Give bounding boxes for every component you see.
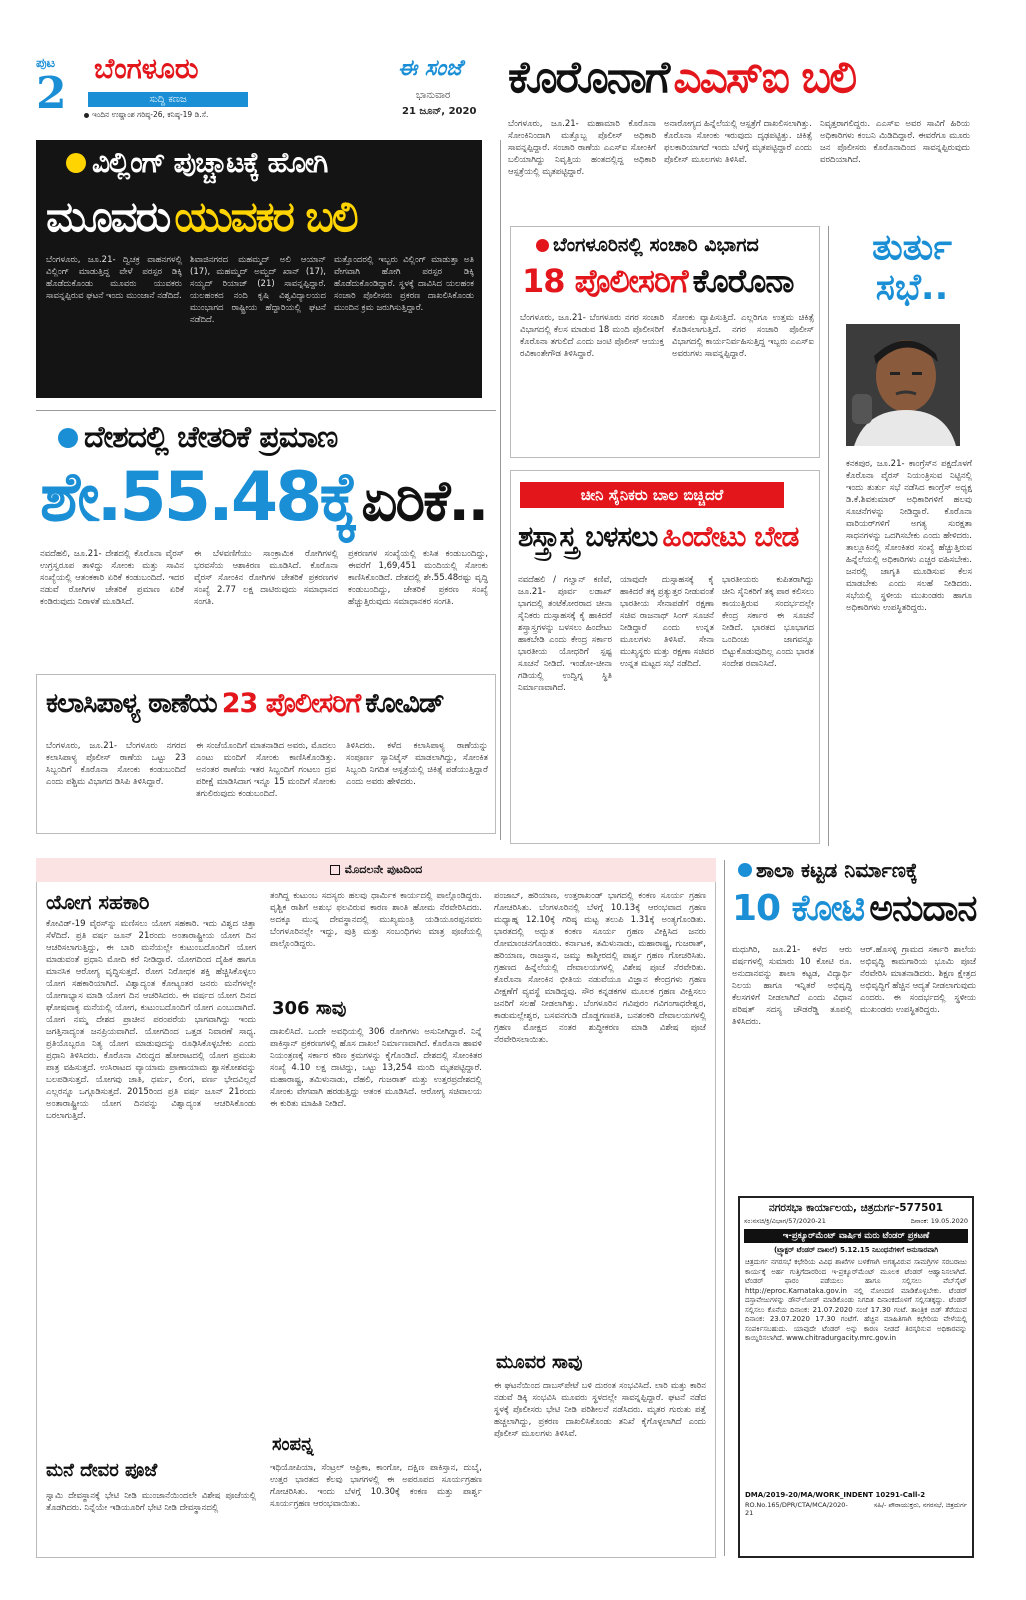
tender-notice (738, 1196, 974, 1558)
school-headline-1: ಶಾಲಾ ಕಟ್ಟಡ ನಿರ್ಮಾಣಕ್ಕೆ (738, 858, 918, 882)
yoga-heading: ಯೋಗ ಸಹಕಾರಿ (46, 890, 150, 914)
deaths-text: ದಾಖಲಿಸಿದೆ. ಒಂದೇ ಅವಧಿಯಲ್ಲಿ 306 ರೋಗಿಗಳು ಅಸುನೀಗಿದ್ದಾರೆ. ನಿನ್ನೆ ಪಾಕಿಸ್ತಾನ್ ಪ್ರಕರಣಗಳಲ್ಲಿ ಹೊಸ ದಾಖಲೆ ನಿರ್ಮಾಣವಾಗಿದೆ. ಕೊರೊನಾ ಹಾವಳಿ ನಿಯಂತ್ರಣಕ್ಕೆ ಸರ್ಕಾರ ಕಠಿಣ ಕ್ರಮಗಳನ್ನು ಕೈಗೊಂಡಿದೆ. ದೇಶದಲ್ಲಿ ಸೋಂಕಿತರ ಸಂಖ್ಯೆ 4.10 ಲಕ್ಷ ದಾಟಿದ್ದು, ಒಟ್ಟು 13,254 ಮಂದಿ ಮೃತಪಟ್ಟಿದ್ದಾರೆ. ಮಹಾರಾಷ್ಟ್ರ, ತಮಿಳುನಾಡು, ದೆಹಲಿ, ಗುಜರಾತ್ ಮತ್ತು ಉತ್ತರಪ್ರದೇಶದಲ್ಲಿ ಸೋಂಕು ವೇಗವಾಗಿ ಹರಡುತ್ತಿದ್ದು ಆತಂಕ ಮೂಡಿಸಿದೆ. ಆರೋಗ್ಯ ಸಚಿವಾಲಯ ಈ ಕುರಿತು ಮಾಹಿತಿ ನೀಡಿದೆ. (270, 1027, 482, 1109)
section-sub: ಸುದ್ದಿ ಕಣಜ (88, 92, 248, 107)
lead-col-2: ಅನಾರೋಗ್ಯದ ಹಿನ್ನೆಲೆಯಲ್ಲಿ ಆಸ್ಪತ್ರೆಗೆ ದಾಖಲಿಸಲಾಗಿತ್ತು. ಕೊರೊನಾ ಸೋಂಕು ಇರುವುದು ದೃಢಪಟ್ಟಿತ್ತು. ಚಿಕಿತ್ಸೆ ಫಲಕಾರಿಯಾಗದೆ ಇಂದು ಬೆಳಗ್ಗೆ ಮೃತಪಟ್ಟಿದ್ದಾರೆ ಎಂದು ಪೊಲೀಸ್ ಮೂಲಗಳು ತಿಳಿಸಿವೆ. (664, 119, 812, 165)
china-col-1: ನವದೆಹಲಿ / ಗಲ್ವಾನ್ ಕಣಿವೆ, ಜೂ.21- ಪೂರ್ವ ಲಡಾಖ್ ಭಾಗದಲ್ಲಿ ತಂಟೆಕೋರರಾದ ಚೀನಾ ಸೈನಿಕರು ದುಸ್ಸಾಹಸಕ್ಕೆ ಕೈ ಹಾಕಿದರೆ ಶಸ್ತ್ರಾಸ್ತ್ರಗಳನ್ನು ಬಳಸಲು ಹಿಂದೇಟು ಹಾಕಬೇಡಿ ಎಂದು ಕೇಂದ್ರ ಸರ್ಕಾರ ಭಾರತೀಯ ಯೋಧರಿಗೆ ಸ್ಪಷ್ಟ ಸೂಚನೆ ನೀಡಿದೆ. ಇಂಡೋ-ಚೀನಾ ಗಡಿಯಲ್ಲಿ ಉದ್ವಿಗ್ನ ಸ್ಥಿತಿ ನಿರ್ಮಾಣವಾಗಿದೆ. (518, 575, 612, 693)
tender-subtitle: (ಟ್ರ್ಯಾಕ್ಟರ್ ಟೆಂಡರ್ ದಾಖಲೆ) 5.12.15 ನಿಬಂಧನೆಗಳಿಗೆ ಅನುಸಾರವಾಗಿ (773, 1246, 939, 1254)
continued-col-2-top: ತಂಗಿದ್ದ ಕುಟುಂಬ ಸದಸ್ಯರು ಹಲವು ಧಾರ್ಮಿಕ ಕಾರ್ಯದಲ್ಲಿ ಪಾಲ್ಗೊಂಡಿದ್ದರು. ವೃಶ್ಚಿಕ ರಾಶಿಗೆ ಅಶುಭ ಫಲವಿರುವ ಕಾರಣ ಶಾಂತಿ ಹೋಮ ನೆರವೇರಿಸಿದರು. ಅದಕ್ಕೂ ಮುನ್ನ ದೇವಸ್ಥಾನದಲ್ಲಿ ಮುಖ್ಯಮಂತ್ರಿ ಯಡಿಯೂರಪ್ಪನವರು ಬೆಂಗಳೂರಿನಲ್ಲೇ ಇದ್ದು, ಪುತ್ರಿ ಮತ್ತು ಸಂಬಂಧಿಗಳು ಮಾತ್ರ ಪೂಜೆಯಲ್ಲಿ ಪಾಲ್ಗೊಂಡಿದ್ದರು. (270, 891, 482, 949)
page-word: ಪುಟ (36, 56, 56, 71)
china-col-3: ಭಾರತೀಯರು ಕುಪಿತರಾಗಿದ್ದು ಚೀನಿ ಸೈನಿಕರಿಗೆ ತಕ್ಕ ಪಾಠ ಕಲಿಸಲು ಕಾಯುತ್ತಿರುವ ಸಂದರ್ಭದಲ್ಲೇ ಕೇಂದ್ರ ಸರ್ಕಾರ ಈ ಸೂಚನೆ ನೀಡಿದೆ. ಭಾರತದ ಭೂಭಾಗದ ಒಂದಿಂಚು ಜಾಗವನ್ನೂ ಬಿಟ್ಟುಕೊಡುವುದಿಲ್ಲ ಎಂದು ಭಾರತ ಸಂದೇಶ ರವಾನಿಸಿದೆ. (722, 575, 814, 669)
portrait-svg (846, 324, 960, 446)
day-label: ಭಾನುವಾರ (416, 90, 451, 101)
continued-banner: ಮೊದಲನೇ ಪುಟದಿಂದ (36, 858, 716, 882)
bullet-dot-icon (66, 153, 86, 173)
school-col-2: ಆರ್.ಹೊಸಳ್ಳಿ ಗ್ರಾಮದ ಸರ್ಕಾರಿ ಶಾಲೆಯ ಅಭಿವೃದ್ಧಿ ಕಾಮಗಾರಿಯ ಭೂಮಿ ಪೂಜೆ ನೆರವೇರಿಸಿ ಮಾತನಾಡಿದರು. ಶಿಕ್ಷಣ ಕ್ಷೇತ್ರದ ಅಭಿವೃದ್ಧಿಗೆ ಹೆಚ್ಚಿನ ಆದ್ಯತೆ ನೀಡಲಾಗುವುದು ಎಂದರು. ಈ ಸಂದರ್ಭದಲ್ಲಿ ಸ್ಥಳೀಯ ಮುಖಂಡರು ಉಪಸ್ಥಿತರಿದ್ದರು. (860, 945, 976, 1015)
wheeling-headline-1: ವಿಲ್ಲಿಂಗ್ ಪುಚ್ಚಾಟಕ್ಕೆ ಹೋಗಿ (66, 146, 327, 180)
column-divider (828, 226, 829, 846)
school-headline-2: 10 ಕೋಟಿ ಅನುದಾನ (732, 888, 977, 929)
yoga-text: ಕೋವಿಡ್-19 ವೈರಸ್‌ನ್ನು ಮಣಿಸಲು ಯೋಗ ಸಹಕಾರಿ. ಇದು ವಿಶ್ವದ ಚಿತ್ತಾ ಸೆಳೆದಿದೆ. ಪ್ರತಿ ವರ್ಷ ಜೂನ್ 21ರಂದು ಅಂತಾರಾಷ್ಟ್ರೀಯ ಯೋಗ ದಿನ ಆಚರಿಸಲಾಗುತ್ತಿದ್ದು, ಈ ಬಾರಿ ಮನೆಯಲ್ಲೇ ಕುಟುಂಬದೊಂದಿಗೆ ಯೋಗ ಮಾಡುವಂತೆ ಪ್ರಧಾನಿ ಮೋದಿ ಕರೆ ನೀಡಿದ್ದಾರೆ. ಯೋಗದಿಂದ ದೈಹಿಕ ಹಾಗೂ ಮಾನಸಿಕ ಆರೋಗ್ಯ ವೃದ್ಧಿಸುತ್ತದೆ. ರೋಗ ನಿರೋಧಕ ಶಕ್ತಿ ಹೆಚ್ಚಿಸಿಕೊಳ್ಳಲು ಯೋಗ ಸಹಕಾರಿಯಾಗಿದೆ. ವಿಶ್ವಾದ್ಯಂತ ಕೋಟ್ಯಂತರ ಜನರು ಮನೆಗಳಲ್ಲೇ ಯೋಗಾಭ್ಯಾಸ ಮಾಡಿ ಯೋಗ ದಿನ ಆಚರಿಸಿದರು. ಈ ವರ್ಷದ ಯೋಗ ದಿನದ ಘೋಷವಾಕ್ಯ ಮನೆಯಲ್ಲಿ ಯೋಗ, ಕುಟುಂಬದೊಂದಿಗೆ ಯೋಗ ಎಂಬುದಾಗಿದೆ. ಯೋಗ ನಮ್ಮ ದೇಶದ ಪ್ರಾಚೀನ ಪರಂಪರೆಯ ಭಾಗವಾಗಿದ್ದು ಇಂದು ಜಗತ್ತಿನಾದ್ಯಂತ ಜನಪ್ರಿಯವಾಗಿದೆ. ಯೋಗದಿಂದ ಒತ್ತಡ ನಿವಾರಣೆ ಸಾಧ್ಯ. ಪ್ರತಿಯೊಬ್ಬರೂ ನಿತ್ಯ ಯೋಗ ಮಾಡುವುದನ್ನು ರೂಢಿಸಿಕೊಳ್ಳಬೇಕು ಎಂದು ಪ್ರಧಾನಿ ತಿಳಿಸಿದರು. ಕೊರೊನಾ ವಿರುದ್ಧದ ಹೋರಾಟದಲ್ಲಿ ಯೋಗ ಪ್ರಮುಖ ಪಾತ್ರ ವಹಿಸುತ್ತದೆ. ಉಸಿರಾಟದ ವ್ಯಾಯಾಮ ಪ್ರಾಣಾಯಾಮ ಶ್ವಾಸಕೋಶವನ್ನು ಬಲಪಡಿಸುತ್ತದೆ. ಯೋಗವು ಜಾತಿ, ಧರ್ಮ, ಲಿಂಗ, ವರ್ಣ ಭೇದವಿಲ್ಲದೆ ಎಲ್ಲರನ್ನೂ ಒಗ್ಗೂಡಿಸುತ್ತದೆ. 2015ರಿಂದ ಪ್ರತಿ ವರ್ಷ ಜೂನ್ 21ರಂದು ಅಂತಾರಾಷ್ಟ್ರೀಯ ಯೋಗ ದಿನವನ್ನು ವಿಶ್ವಾದ್ಯಂತ ಆಚರಿಸಿಕೊಂಡು ಬರಲಾಗುತ್ತಿದೆ. (46, 919, 256, 1121)
china-headline: ಶಸ್ತ್ರಾಸ್ತ್ರ ಬಳಸಲು ಹಿಂದೇಟು ಬೇಡ (518, 520, 799, 553)
section-title: ಬೆಂಗಳೂರು (94, 52, 199, 85)
temperature-note: ಇಂದಿನ ಉಷ್ಣಾಂಶ ಗರಿಷ್ಠ-26, ಕನಿಷ್ಠ-19 ಡಿ.ಸೆ. (84, 110, 208, 120)
date-label: 21 ಜೂನ್, 2020 (402, 106, 477, 117)
lead-col-3: ನಿವೃತ್ತರಾಗಲಿದ್ದರು. ಎಎಸ್‌ಐ ಅವರ ಸಾವಿಗೆ ಹಿರಿಯ ಅಧಿಕಾರಿಗಳು ಕಂಬನಿ ಮಿಡಿದಿದ್ದಾರೆ. ಈವರೆಗೂ ಮೂರು ಜನ ಪೊಲೀಸರು ಕೊರೊನಾದಿಂದ ಸಾವನ್ನಪ್ಪಿರುವುದು ವರದಿಯಾಗಿದೆ. (820, 119, 970, 165)
lead-headline-part2: ಎಎಸ್‌ಐ ಬಲಿ (673, 52, 856, 103)
bullet-dot-icon (536, 239, 549, 252)
tender-code: DMA/2019-20/MA/WORK_INDENT 10291-Call-2 (745, 1491, 926, 1499)
deaths-heading: 306 ಸಾವು (272, 998, 347, 1019)
masthead (30, 52, 510, 124)
lead-headline (508, 52, 988, 116)
column-divider (500, 140, 501, 840)
bullet-dot-icon (84, 113, 89, 118)
recovery-col-1: ನವದೆಹಲಿ, ಜೂ.21- ದೇಶದಲ್ಲಿ ಕೊರೊನಾ ವೈರಸ್ ಉಗ್ರಸ್ವರೂಪ ತಾಳಿದ್ದು ಸೋಂಕು ಮತ್ತು ಸಾವಿನ ಸಂಖ್ಯೆಯಲ್ಲಿ ಆತಂಕಕಾರಿ ಏರಿಕೆ ಕಂಡುಬಂದಿದೆ. ಇದರ ನಡುವೆ ರೋಗಿಗಳ ಚೇತರಿಕೆ ಪ್ರಮಾಣ ಏರಿಕೆ ಕಂಡಿರುವುದು ನಿರಾಳತೆ ಮೂಡಿಸಿದೆ. (40, 549, 184, 607)
row-divider (36, 410, 496, 411)
tender-ref: ಸಂ:ನಸಚಿ/ಕ್ರಿ/ವಿಭಾಗ/57/2020-21 ದಿನಾಂಕ: 19.05.2020 (744, 1217, 968, 1225)
wheeling-col-1: ಬೆಂಗಳೂರು, ಜೂ.21- ದ್ವಿಚಕ್ರ ವಾಹನಗಳಲ್ಲಿ ವಿಲ್ಲಿಂಗ್ ಮಾಡುತ್ತಿದ್ದ ವೇಳೆ ಪರಸ್ಪರ ಡಿಕ್ಕಿ ಹೊಡೆದುಕೊಂಡು ಮೂವರು ಯುವಕರು ಸಾವನ್ನಪ್ಪಿರುವ ಘಟನೆ ಇಂದು ಮುಂಜಾನೆ ನಡೆದಿದೆ. (46, 255, 182, 301)
three-deaths-heading: ಮೂವರ ಸಾವು (496, 1352, 583, 1373)
tender-office: ನಗರಸಭಾ ಕಾರ್ಯಾಲಯ, ಚಿತ್ರದುರ್ಗ-577501 (768, 1202, 944, 1214)
traffic-headline-2: 18 ಪೊಲೀಸರಿಗೆ ಕೊರೊನಾ (522, 262, 794, 300)
recovery-col-2: ಈ ಬೆಳವಣಿಗೆಯು ಸಾಂಕ್ರಾಮಿಕ ರೋಗಿಗಳಲ್ಲಿ ಭರವಸೆಯ ಆಶಾಕಿರಣ ಮೂಡಿಸಿದೆ. ಕೊರೊನಾ ವೈರಸ್ ಸೋಂಕಿನ ರೋಗಿಗಳ ಚೇತರಿಕೆ ಪ್ರಕರಣಗಳ ಸಂಖ್ಯೆ 2.77 ಲಕ್ಷ ದಾಟಿರುವುದು ಸಮಾಧಾನದ ಸಂಗತಿ. (194, 549, 338, 607)
recovery-headline-1: ದೇಶದಲ್ಲಿ ಚೇತರಿಕೆ ಪ್ರಮಾಣ (58, 420, 337, 455)
traffic-headline-1: ಬೆಂಗಳೂರಿನಲ್ಲಿ ಸಂಚಾರಿ ವಿಭಾಗದ (536, 234, 759, 256)
traffic-col-1: ಬೆಂಗಳೂರು, ಜೂ.21- ಬೆಂಗಳೂರು ನಗರ ಸಂಚಾರಿ ವಿಭಾಗದಲ್ಲಿ ಕೆಲಸ ಮಾಡುವ 18 ಮಂದಿ ಪೊಲೀಸರಿಗೆ ಕೊರೊನಾ ತಗುಲಿದೆ ಎಂದು ಜಂಟಿ ಪೊಲೀಸ್ ಆಯುಕ್ತ ರವಿಕಾಂತೇಗೌಡ ತಿಳಿಸಿದ್ದಾರೆ. (520, 313, 664, 359)
wheeling-col-3: ಮತ್ತೊಂದರಲ್ಲಿ ಇಬ್ಬರು ವಿಲ್ಲಿಂಗ್ ಮಾಡುತ್ತಾ ಅತಿ ವೇಗವಾಗಿ ಹೋಗಿ ಪರಸ್ಪರ ಡಿಕ್ಕಿ ಹೊಡೆದುಕೊಂಡಿದ್ದಾರೆ. ಸ್ಥಳಕ್ಕೆ ದಾವಿಸಿದ ಯಲಹಂಕ ಸಂಚಾರಿ ಪೊಲೀಸರು ಪ್ರಕರಣ ದಾಖಲಿಸಿಕೊಂಡು ಮುಂದಿನ ಕ್ರಮ ಜರುಗಿಸುತ್ತಿದ್ದಾರೆ. (334, 255, 474, 313)
wheeling-box (36, 140, 482, 398)
school-col-1: ಮಧುಗಿರಿ, ಜೂ.21- ಕಳೆದ ಆರು ವರ್ಷಗಳಲ್ಲಿ ಸುಮಾರು 10 ಕೋಟಿ ರೂ. ಅನುದಾನವನ್ನು ಶಾಲಾ ಕಟ್ಟಡ, ವಿದ್ಯಾರ್ಥಿ ನಿಲಯ ಹಾಗೂ ಇನ್ನಿತರೆ ಅಭಿವೃದ್ಧಿ ಕೆಲಸಗಳಿಗೆ ನೀಡಲಾಗಿದೆ ಎಂದು ವಿಧಾನ ಪರಿಷತ್ ಸದಸ್ಯ ಚೌಡರೆಡ್ಡಿ ತೂಪಲ್ಲಿ ತಿಳಿಸಿದರು. (732, 945, 852, 1027)
column-divider (724, 860, 725, 1556)
china-col-2: ಯಾವುದೇ ದುಸ್ಸಾಹಸಕ್ಕೆ ಕೈ ಹಾಕಿದರೆ ತಕ್ಕ ಪ್ರತ್ಯುತ್ತರ ನೀಡುವಂತೆ ಭಾರತೀಯ ಸೇನಾಪಡೆಗೆ ರಕ್ಷಣಾ ಸಚಿವ ರಾಜನಾಥ್ ಸಿಂಗ್ ಸೂಚನೆ ನೀಡಿದ್ದಾರೆ ಎಂದು ಉನ್ನತ ಮೂಲಗಳು ತಿಳಿಸಿವೆ. ಸೇನಾ ಮುಖ್ಯಸ್ಥರು ಮತ್ತು ರಕ್ಷಣಾ ಸಚಿವರ ಉನ್ನತ ಮಟ್ಟದ ಸಭೆ ನಡೆದಿದೆ. (620, 575, 714, 669)
bullet-dot-icon (738, 863, 752, 877)
kalasipalya-col-2: ಈ ಸಂಜೆಯೊಂದಿಗೆ ಮಾತನಾಡಿದ ಅವರು, ಮೊದಲು ಎಂಟು ಮಂದಿಗೆ ಸೋಂಕು ಕಾಣಿಸಿಕೊಂಡಿತ್ತು. ಅನಂತರ ಠಾಣೆಯ ಇತರ ಸಿಬ್ಬಂದಿಗೆ ಗಂಟಲು ದ್ರವ ಪರೀಕ್ಷೆ ಮಾಡಿಸಿದಾಗ ಇನ್ನೂ 15 ಮಂದಿಗೆ ಸೋಂಕು ತಗುಲಿರುವುದು ಕಂಡುಬಂದಿದೆ. (196, 741, 336, 799)
lead-col-1: ಬೆಂಗಳೂರು, ಜೂ.21- ಮಹಾಮಾರಿ ಕೊರೊನಾ ಸೋಂಕಿನಿಂದಾಗಿ ಮತ್ತೊಬ್ಬ ಪೊಲೀಸ್ ಅಧಿಕಾರಿ ಸಾವನ್ನಪ್ಪಿದ್ದಾರೆ. ಸಂಚಾರಿ ಠಾಣೆಯ ಎಎಸ್‌ಐ ಸೋಂಕಿಗೆ ಬಲಿಯಾಗಿದ್ದು ನಿವೃತ್ತಿಯ ಹಂತದಲ್ಲಿದ್ದ ಅಧಿಕಾರಿ ಆಸ್ಪತ್ರೆಯಲ್ಲಿ ಮೃತಪಟ್ಟಿದ್ದಾರೆ. (508, 119, 656, 177)
kalasipalya-col-3: ತಿಳಿಸಿದರು. ಕಳೆದ ಕಲಾಸಿಪಾಳ್ಯ ಠಾಣೆಯನ್ನು ಸಂಪೂರ್ಣ ಸ್ಯಾನಿಟೈಸ್ ಮಾಡಲಾಗಿದ್ದು, ಸೋಂಕಿತ ಸಿಬ್ಬಂದಿ ನಿಗದಿತ ಆಸ್ಪತ್ರೆಯಲ್ಲಿ ಚಿಕಿತ್ಸೆ ಪಡೆಯುತ್ತಿದ್ದಾರೆ ಎಂದು ಅವರು ಹೇಳಿದರು. (346, 741, 488, 787)
tender-footer: RO.No.165/DPR/CTA/MCA/2020-21 ಸಹಿ/- ಪೌರಾಯುಕ್ತರು, ನಗರಸಭೆ, ಚಿತ್ರದುರ್ಗ (745, 1501, 967, 1517)
continued-col-3-top: ಪಂಜಾಬ್, ಹರಿಯಾಣ, ಉತ್ತರಾಖಂಡ್ ಭಾಗದಲ್ಲಿ ಕಂಕಣ ಸೂರ್ಯ ಗ್ರಹಣ ಗೋಚರಿಸಿತು. ಬೆಂಗಳೂರಿನಲ್ಲಿ ಬೆಳಗ್ಗೆ 10.13ಕ್ಕೆ ಆರಂಭವಾದ ಗ್ರಹಣ ಮಧ್ಯಾಹ್ನ 12.10ಕ್ಕೆ ಗರಿಷ್ಠ ಮಟ್ಟ ತಲುಪಿ 1.31ಕ್ಕೆ ಅಂತ್ಯಗೊಂಡಿತು. ಭಾರತದಲ್ಲಿ ಅದ್ಭುತ ಕಂಕಣ ಸೂರ್ಯ ಗ್ರಹಣ ವೀಕ್ಷಿಸಿದ ಜನರು ರೋಮಾಂಚನಗೊಂಡರು. ಕರ್ನಾಟಕ, ತಮಿಳುನಾಡು, ಮಹಾರಾಷ್ಟ್ರ, ಗುಜರಾತ್, ಹರಿಯಾಣ, ರಾಜಸ್ಥಾನ, ಜಮ್ಮು ಕಾಶ್ಮೀರದಲ್ಲಿ ಪಾರ್ಶ್ವ ಗ್ರಹಣ ಗೋಚರಿಸಿತು. ಗ್ರಹಣದ ಹಿನ್ನೆಲೆಯಲ್ಲಿ ದೇವಾಲಯಗಳಲ್ಲಿ ವಿಶೇಷ ಪೂಜೆ ನೆರವೇರಿತು. ಕೊರೊನಾ ಸೋಂಕಿನ ಭೀತಿಯ ನಡುವೆಯೂ ವಿಜ್ಞಾನ ಕೇಂದ್ರಗಳು ಗ್ರಹಣ ವೀಕ್ಷಣೆಗೆ ವ್ಯವಸ್ಥೆ ಮಾಡಿದ್ದವು. ಸೌರ ಕನ್ನಡಕಗಳ ಮೂಲಕ ಗ್ರಹಣ ವೀಕ್ಷಿಸಲು ಜನರಿಗೆ ಸಲಹೆ ನೀಡಲಾಗಿತ್ತು. ಬೆಂಗಳೂರಿನ ಗವಿಪುರಂ ಗವಿಗಂಗಾಧರೇಶ್ವರ, ಕಾಡುಮಲ್ಲೇಶ್ವರ, ಬಸವನಗುಡಿ ದೊಡ್ಡಗಣಪತಿ, ಬನಶಂಕರಿ ದೇವಾಲಯಗಳಲ್ಲಿ ಗ್ರಹಣ ಮೋಕ್ಷದ ನಂತರ ಶುದ್ಧೀಕರಣ ಮಾಡಿ ವಿಶೇಷ ಪೂಜೆ ನೆರವೇರಿಸಲಾಯಿತು. (494, 891, 706, 1045)
sampanna-heading: ಸಂಪನ್ನ (272, 1434, 314, 1455)
square-bullet-icon (330, 865, 340, 875)
recovery-col-3: ಪ್ರಕರಣಗಳ ಸಂಖ್ಯೆಯಲ್ಲಿ ಕುಸಿತ ಕಂಡುಬಂದಿದ್ದು, ಈವರೆಗೆ 1,69,451 ಮಂದಿಯಲ್ಲಿ ಸೋಂಕು ಕಾಣಿಸಿಕೊಂಡಿದೆ. ದೇಶದಲ್ಲಿ ಶೇ.55.48ರಷ್ಟು ವೃದ್ಧಿ ಕಂಡುಬಂದಿದ್ದು, ಚೇತರಿಕೆ ಪ್ರಕರಣ ಸಂಖ್ಯೆ ಹೆಚ್ಚುತ್ತಿರುವುದು ಸಮಾಧಾನಕರ ಸಂಗತಿ. (348, 549, 488, 607)
wheeling-headline-2: ಮೂವರು ಯುವಕರ ಬಲಿ (46, 192, 357, 241)
three-deaths-text: ಈ ಘಟನೆಯಿಂದ ದಾಬಸ್‌ಪೇಟೆ ಬಳಿ ದುರಂತ ಸಂಭವಿಸಿದೆ. ಲಾರಿ ಮತ್ತು ಕಾರಿನ ನಡುವೆ ಡಿಕ್ಕಿ ಸಂಭವಿಸಿ ಮೂವರು ಸ್ಥಳದಲ್ಲೇ ಸಾವನ್ನಪ್ಪಿದ್ದಾರೆ. ಘಟನೆ ನಡೆದ ಸ್ಥಳಕ್ಕೆ ಪೊಲೀಸರು ಭೇಟಿ ನೀಡಿ ಪರಿಶೀಲನೆ ನಡೆಸಿದರು. ಮೃತರ ಗುರುತು ಪತ್ತೆ ಹಚ್ಚಲಾಗಿದ್ದು, ಪ್ರಕರಣ ದಾಖಲಿಸಿಕೊಂಡು ತನಿಖೆ ಕೈಗೊಳ್ಳಲಾಗಿದೆ ಎಂದು ಪೊಲೀಸ್ ಮೂಲಗಳು ತಿಳಿಸಿವೆ. (494, 1381, 706, 1439)
sampanna-text: ಇಥಿಯೋಪಿಯಾ, ಸೆಂಟ್ರಲ್ ಆಫ್ರಿಕಾ, ಕಾಂಗೋ, ದಕ್ಷಿಣ ಪಾಕಿಸ್ತಾನ, ದುಬೈ, ಉತ್ತರ ಭಾರತದ ಕೆಲವು ಭಾಗಗಳಲ್ಲಿ ಈ ಅಪರೂಪದ ಸೂರ್ಯಗ್ರಹಣ ಗೋಚರಿಸಿತು. ಇಂದು ಬೆಳಗ್ಗೆ 10.30ಕ್ಕೆ ಕಂಕಣ ಮತ್ತು ಪಾರ್ಶ್ವ ಸೂರ್ಯಗ್ರಹಣ ಆರಂಭವಾಯಿತು. (270, 1463, 482, 1509)
person-photo-icon (846, 324, 960, 446)
wheeling-col-2: ಶಿವಾಜಿನಗರದ ಮಹಮ್ಮದ್ ಅಲಿ ಆಯಾನ್ (17), ಮಹಮ್ಮದ್ ಅಮ್ಜದ್ ಖಾನ್ (17), ಸಯ್ಯದ್ ರಿಯಾಜ್ (21) ಸಾವನ್ನಪ್ಪಿದ್ದಾರೆ. ಯಲಹಂಕದ ನಂದಿ ಕೃಷಿ ವಿಶ್ವವಿದ್ಯಾಲಯದ ಮುಂಭಾಗದ ರಾಷ್ಟ್ರೀಯ ಹೆದ್ದಾರಿಯಲ್ಲಿ ಘಟನೆ ನಡೆದಿದೆ. (190, 255, 326, 325)
traffic-col-2: ಸೋಂಕು ವ್ಯಾಪಿಸುತ್ತಿದೆ. ಎಲ್ಲರಿಗೂ ಉತ್ತಮ ಚಿಕಿತ್ಸೆ ಕೊಡಿಸಲಾಗುತ್ತಿದೆ. ನಗರ ಸಂಚಾರಿ ಪೊಲೀಸ್ ವಿಭಾಗದಲ್ಲಿ ಕಾರ್ಯನಿರ್ವಹಿಸುತ್ತಿದ್ದ ಇಬ್ಬರು ಎಎಸ್‌ಐ ಅವರುಗಳು ಸಾವನ್ನಪ್ಪಿದ್ದಾರೆ. (672, 313, 814, 359)
house-puja-text: ಸ್ವಾಮಿ ದೇವಸ್ಥಾನಕ್ಕೆ ಭೇಟಿ ನೀಡಿ ಮುಂಜಾನೆಯಿಂದಲೇ ವಿಶೇಷ ಪೂಜೆಯಲ್ಲಿ ತೊಡಗಿದರು. ನಿನ್ನೆಯೇ ಇಡಿಯೂರಿಗೆ ಭೇಟಿ ನೀಡಿ ದೇವಸ್ಥಾನದಲ್ಲಿ (46, 1491, 256, 1513)
page-number: 2 (36, 68, 67, 119)
meeting-text: ಕನಕಪುರ, ಜೂ.21- ಕಾಂಗ್ರೆಸ್‌ನ ಪಕ್ಷದೊಳಗೆ ಕೊರೊನಾ ವೈರಸ್ ನಿಯಂತ್ರಿಸುವ ನಿಟ್ಟಿನಲ್ಲಿ ಇಂದು ತುರ್ತು ಸಭೆ ನಡೆಸಿದ ಕಾಂಗ್ರೆಸ್ ಅಧ್ಯಕ್ಷ ಡಿ.ಕೆ.ಶಿವಕುಮಾರ್ ಅಧಿಕಾರಿಗಳಿಗೆ ಹಲವು ಸೂಚನೆಗಳನ್ನು ನೀಡಿದ್ದಾರೆ. ಕೊರೊನಾ ವಾರಿಯರ್‌ಗಳಿಗೆ ಅಗತ್ಯ ಸುರಕ್ಷತಾ ಸಾಧನಗಳನ್ನು ಒದಗಿಸಬೇಕು ಎಂದು ಹೇಳಿದರು. ತಾಲ್ಲೂಕಿನಲ್ಲಿ ಸೋಂಕಿತರ ಸಂಖ್ಯೆ ಹೆಚ್ಚುತ್ತಿರುವ ಹಿನ್ನೆಲೆಯಲ್ಲಿ ಅಧಿಕಾರಿಗಳು ಎಚ್ಚರ ವಹಿಸಬೇಕು. ಜನರಲ್ಲಿ ಜಾಗೃತಿ ಮೂಡಿಸುವ ಕೆಲಸ ಮಾಡಬೇಕು ಎಂದು ಸಲಹೆ ನೀಡಿದರು. ಸಭೆಯಲ್ಲಿ ಸ್ಥಳೀಯ ಮುಖಂಡರು ಹಾಗೂ ಅಧಿಕಾರಿಗಳು ಉಪಸ್ಥಿತರಿದ್ದರು. (846, 459, 972, 613)
tender-title: ಇ-ಪ್ರಕ್ಯೂರ್‌ಮೆಂಟ್ ವಾರ್ಷಿಕ ಮರು ಟೆಂಡರ್ ಪ್ರಕಟಣೆ (744, 1229, 968, 1243)
bullet-dot-icon (58, 428, 78, 448)
tender-body: ಚಿತ್ರದುರ್ಗ ನಗರಸಭೆ ಕಛೇರಿಯ ವಿವಿಧ ಶಾಖೆಗಳ ಬಳಕೆಗಾಗಿ ಅಗತ್ಯವಿರುವ ಸಾಮಗ್ರಿಗಳ ಸರಬರಾಜು ಕಾರ್ಯಕ್ಕೆ ಅರ್ಹ ಗುತ್ತಿಗೆದಾರರಿಂದ ಇ-ಪ್ರಕ್ಯೂರ್‌ಮೆಂಟ್ ಮೂಲಕ ಟೆಂಡರ್ ಆಹ್ವಾನಿಸಲಾಗಿದೆ. ಟೆಂಡರ್ ಫಾರಂ ಪಡೆಯಲು ಹಾಗೂ ಸಲ್ಲಿಸಲು ವೆಬ್‌ಸೈಟ್ http://eproc.Karnataka.gov.in ನಲ್ಲಿ ನೋಂದಣಿ ಮಾಡಿಕೊಳ್ಳಬೇಕು. ಟೆಂಡರ್ ದಸ್ತಾವೇಜುಗಳನ್ನು ಡೌನ್‌ಲೋಡ್ ಮಾಡಿಕೊಂಡು ನಿಗದಿತ ದಿನಾಂಕದೊಳಗೆ ಸಲ್ಲಿಸತಕ್ಕದ್ದು. ಟೆಂಡರ್ ಸಲ್ಲಿಸಲು ಕೊನೆಯ ದಿನಾಂಕ: 21.07.2020 ಸಂಜೆ 17.30 ಗಂಟೆ. ತಾಂತ್ರಿಕ ಬಿಡ್ ತೆರೆಯುವ ದಿನಾಂಕ: 23.07.2020 17.30 ಗಂಟೆಗೆ. ಹೆಚ್ಚಿನ ಮಾಹಿತಿಗಾಗಿ ಕಛೇರಿಯ ವೇಳೆಯಲ್ಲಿ ಸಂಪರ್ಕಿಸಬಹುದು. ಯಾವುದೇ ಟೆಂಡರ್ ಅನ್ನು ಕಾರಣ ನೀಡದೆ ತಿರಸ್ಕರಿಸುವ ಅಧಿಕಾರವನ್ನು ಕಾಯ್ದಿರಿಸಲಾಗಿದೆ. www.chitradurgacity.mrc.gov.in (745, 1258, 967, 1342)
china-banner: ಚೀನಿ ಸೈನಿಕರು ಬಾಲ ಬಿಚ್ಚಿದರೆ (520, 482, 784, 508)
lead-headline-part1: ಕೊರೊನಾಗೆ (508, 52, 669, 103)
meeting-headline: ತುರ್ತು ಸಭೆ.. (872, 227, 952, 308)
kalasipalya-headline: ಕಲಾಸಿಪಾಳ್ಯ ಠಾಣೆಯ 23 ಪೊಲೀಸರಿಗೆ ಕೋವಿಡ್ (46, 688, 444, 719)
recovery-headline-2: ಶೇ.55.48ಕ್ಕೆ ಏರಿಕೆ.. (40, 458, 488, 537)
paper-logo: ಈ ಸಂಜೆ (398, 56, 462, 81)
kalasipalya-col-1: ಬೆಂಗಳೂರು, ಜೂ.21- ಬೆಂಗಳೂರು ನಗರದ ಕಲಾಸಿಪಾಳ್ಯ ಪೊಲೀಸ್ ಠಾಣೆಯ ಒಟ್ಟು 23 ಸಿಬ್ಬಂದಿಗೆ ಕೊರೊನಾ ಸೋಂಕು ಕಂಡುಬಂದಿದೆ ಎಂದು ಪಶ್ಚಿಮ ವಿಭಾಗದ ಡಿಸಿಪಿ ತಿಳಿಸಿದ್ದಾರೆ. (46, 741, 186, 787)
house-puja-heading: ಮನೆ ದೇವರ ಪೂಜೆ (46, 1460, 158, 1481)
